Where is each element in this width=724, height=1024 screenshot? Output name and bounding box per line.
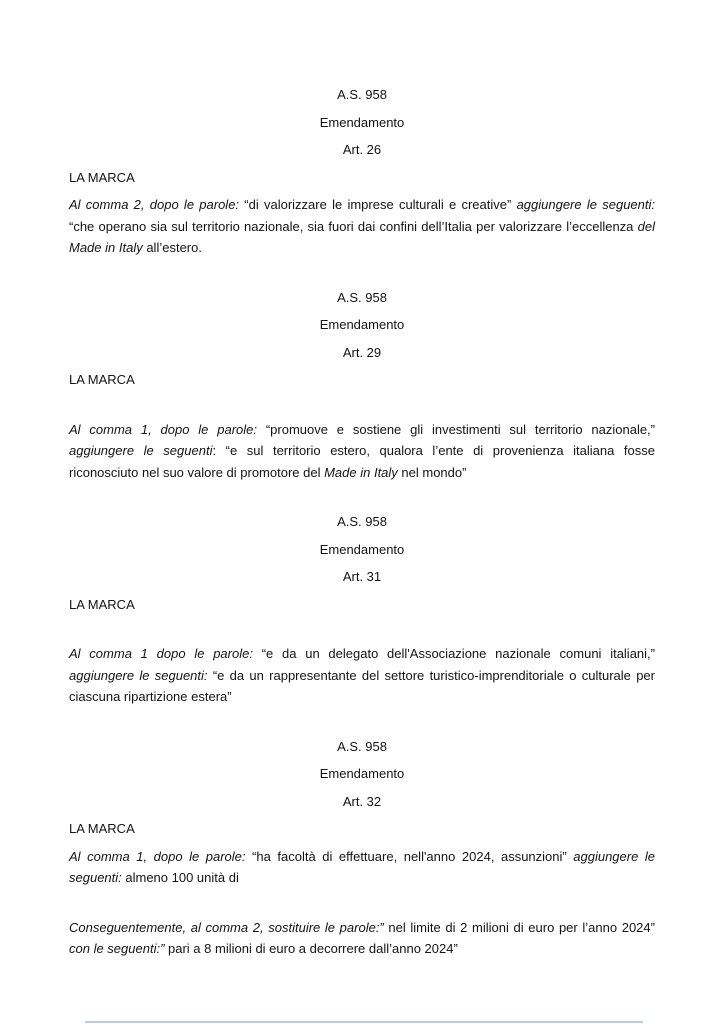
article-number: Art. 32 (342, 793, 382, 809)
senator-name: LA MARCA (69, 169, 135, 185)
text-run: Al comma 2, dopo le parole: (69, 197, 245, 212)
amendment-text (69, 846, 655, 889)
amendment-text (69, 419, 655, 484)
text-run: “ha facoltà di effettuare, nell'anno 2024, assunzioni” (252, 848, 574, 864)
doc-type: Emendamento (319, 114, 405, 130)
amendment-text (69, 194, 655, 259)
text-run: aggiungere le seguenti: (516, 197, 655, 212)
amendment-consequential-text (69, 917, 655, 960)
text-run: “che operano sia sul territorio nazionale, sia fuori dai confini dell’Italia per valorizzare l’eccellenza (69, 218, 638, 234)
article-number: Art. 26 (342, 142, 382, 157)
text-run: : “e sul territorio estero, qualora l’ente di provenienza italiana fosse riconosciuto nel suo valore di promotore del (69, 443, 655, 480)
text-run: “promuove e sostiene gli investimenti sul territorio nazionale,” (265, 421, 655, 437)
section-gap (69, 714, 655, 736)
amendment-section-art-29 (69, 287, 655, 484)
doc-ref: A.S. 958 (337, 514, 387, 529)
text-run: “di valorizzare le imprese culturali e creative” (244, 197, 517, 212)
text-run: nel mondo” (397, 464, 467, 480)
article-number: Art. 31 (342, 569, 382, 584)
text-run: aggiungere le seguenti: (69, 848, 655, 885)
doc-ref: A.S. 958 (337, 289, 387, 305)
text-run: “e da un rappresentante del settore turistico-imprenditoriale o culturale per ciascuna ripartizione estera” (69, 667, 655, 704)
blank-line (69, 895, 655, 917)
doc-ref: A.S. 958 (337, 87, 387, 102)
doc-ref: A.S. 958 (337, 738, 387, 754)
text-run: aggiungere le seguenti (69, 443, 213, 458)
text-run: pari a 8 milioni di euro a decorrere dall’anno 2024” (168, 941, 458, 956)
senator-name: LA MARCA (69, 372, 135, 387)
text-run: Made in Italy (324, 464, 398, 480)
section-gap (69, 265, 655, 287)
senator-name: LA MARCA (69, 821, 135, 836)
text-run: almeno 100 unità di (125, 870, 239, 885)
text-run: con le seguenti:” (69, 941, 169, 956)
text-run: “e da un delegato dell'Associazione nazionale comuni italiani,” (261, 646, 655, 661)
section-gap (69, 489, 655, 511)
doc-type: Emendamento (319, 541, 405, 557)
blank-line (69, 397, 655, 419)
blank-line (69, 621, 655, 643)
text-run: nel limite di 2 milioni di euro per l’anno 2024” (388, 919, 655, 935)
text-run: aggiungere le seguenti: (69, 667, 213, 683)
article-number: Art. 29 (342, 344, 382, 360)
bottom-rule (85, 1021, 643, 1023)
doc-type: Emendamento (319, 317, 405, 332)
doc-type: Emendamento (319, 766, 405, 781)
senator-name: LA MARCA (69, 596, 135, 612)
text-run: Al comma 1 dopo le parole: (69, 646, 262, 661)
text-run: Al comma 1, dopo le parole: (69, 421, 266, 437)
text-run: Conseguentemente, al comma 2, sostituire le parole:” (69, 919, 389, 935)
amendment-section-art-31 (69, 511, 655, 708)
amendment-text (69, 643, 655, 708)
text-run: Al comma 1, dopo le parole: (69, 848, 253, 864)
amendment-section-art-32 (69, 736, 655, 960)
text-run: all’estero. (146, 240, 202, 255)
amendment-section-art-26 (69, 84, 655, 259)
text-run: del Made in Italy (69, 218, 655, 255)
